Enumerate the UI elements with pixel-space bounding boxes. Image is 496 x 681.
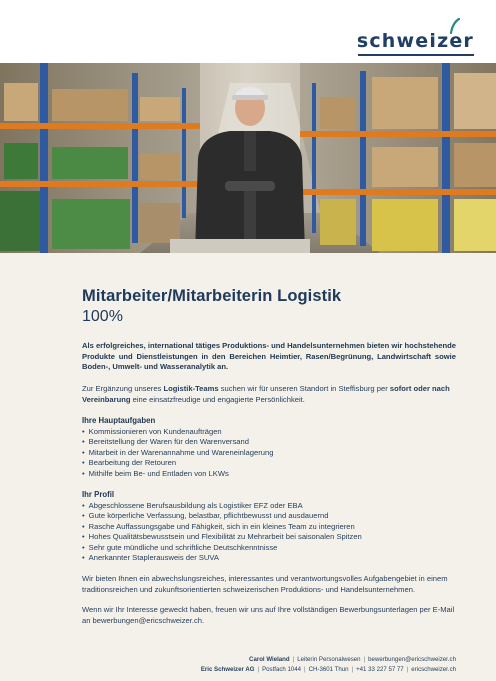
list-item: • Bereitstellung der Waren für den Warenversand — [82, 437, 456, 447]
job-title: Mitarbeiter/Mitarbeiterin Logistik — [82, 287, 342, 305]
job-ad-body — [0, 253, 496, 681]
footer-line-2: Eric Schweizer AG | Postfach 1044 | CH-3601 Thun | +41 33 227 57 77 | ericschweizer.ch — [200, 665, 456, 673]
company-name: Eric Schweizer AG — [200, 665, 255, 673]
list-item: • Mithilfe beim Be- und Entladen von LKWs — [82, 469, 456, 479]
hero-image — [0, 63, 496, 253]
postbox: Postfach 1044 — [262, 665, 302, 673]
list-item: • Sehr gute mündliche und schriftliche Deutschkenntnisse — [82, 543, 456, 553]
apply-paragraph: Wenn wir Ihr Interesse geweckt haben, freuen wir uns auf Ihre vollständigen Bewerbungsunterlagen per E-Mail an bewerbungen@ericschweizer.ch. — [82, 605, 455, 625]
profile-heading: Ihr Profil — [82, 490, 115, 499]
profile-list — [82, 501, 456, 563]
tasks-list — [82, 427, 456, 479]
city: CH-3601 Thun — [308, 665, 349, 673]
lead-bold-team: Logistik-Teams — [163, 384, 219, 393]
logo-underline — [358, 54, 474, 56]
offer-paragraph: Wir bieten Ihnen ein abwechslungsreiches, interessantes und verantwortungsvolles Aufgabengebiet in einem traditionsreichen und zukunftsorientierten schweizerischen Produktions- und Handelsunternehmen. — [82, 574, 448, 594]
lead-bold-date: sofort oder nach Vereinbarung — [82, 384, 450, 404]
phone: +41 33 227 57 77 — [356, 665, 404, 673]
list-item: • Gute körperliche Verfassung, belastbar, pflichtbewusst und ausdauernd — [82, 511, 456, 521]
lead-text-1: Zur Ergänzung unseres — [82, 384, 164, 393]
contact-role: Leiterin Personalwesen — [297, 656, 361, 663]
list-item: • Rasche Auffassungsgabe und Fähigkeit, sich in ein kleines Team zu integrieren — [82, 522, 456, 532]
left-shelves — [0, 63, 200, 253]
company-intro: Als erfolgreiches, international tätiges Produktions- und Handelsunternehmen bieten wir hochstehende Produkte und Dienstleistungen in den Bereichen Heimtier, Rasen/Begrünung, Landwirtschaft sowie Boden-, Umwelt- und Wasseranalytik an. — [82, 341, 456, 372]
right-shelves — [300, 63, 496, 253]
website[interactable]: ericschweizer.ch — [411, 665, 456, 673]
list-item: • Kommissionieren von Kundenaufträgen — [82, 427, 456, 437]
logo-wordmark: schweizer — [356, 30, 474, 52]
tasks-heading: Ihre Hauptaufgaben — [82, 416, 156, 425]
footer-line-1: Carol Wieland | Leiterin Personalwesen | bewerbungen@ericschweizer.ch — [249, 656, 456, 663]
lead-paragraph — [82, 384, 456, 405]
contact-name: Carol Wieland — [249, 656, 290, 663]
list-item: • Bearbeitung der Retouren — [82, 458, 456, 468]
lead-text-2: suchen wir für unseren Standort in Steffisburg per — [218, 384, 390, 393]
contact-email[interactable]: bewerbungen@ericschweizer.ch — [368, 656, 456, 663]
list-item: • Anerkannter Staplerausweis der SUVA — [82, 553, 456, 563]
list-item: • Hohes Qualitätsbewusstsein und Flexibilität zu Mehrarbeit bei saisonalen Spitzen — [82, 532, 456, 542]
list-item: • Abgeschlossene Berufsausbildung als Logistiker EFZ oder EBA — [82, 501, 456, 511]
warehouse-photo — [0, 63, 496, 253]
company-logo — [344, 14, 474, 54]
lead-text-3: eine einsatzfreudige und engagierte Persönlichkeit. — [130, 394, 305, 404]
contact-footer — [201, 655, 456, 674]
job-workload: 100% — [82, 308, 123, 325]
list-item: • Mitarbeit in der Warenannahme und Wareneinlagerung — [82, 448, 456, 458]
